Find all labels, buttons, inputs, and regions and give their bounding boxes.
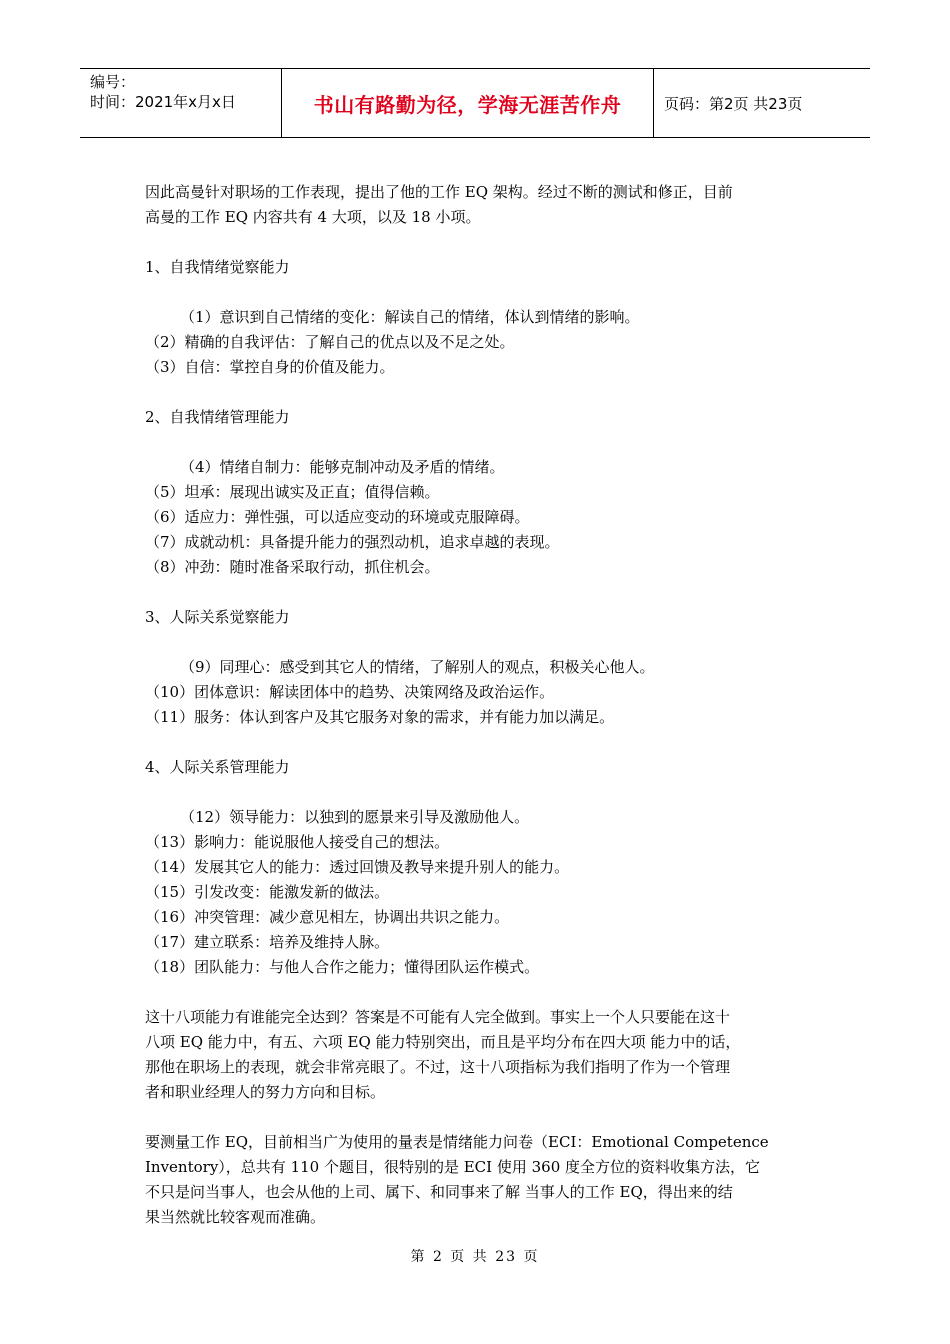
list-item: （18）团队能力：与他人合作之能力；懂得团队运作模式。 (145, 958, 540, 976)
list-item: （6）适应力：弹性强，可以适应变动的环境或克服障碍。 (145, 508, 530, 526)
header-page-info: 页码：第2页 共23页 (664, 94, 803, 113)
list-item: （1）意识到自己情绪的变化：解读自己的情绪，体认到情绪的影响。 (180, 308, 640, 326)
paragraph-line: 不只是问当事人，也会从他的上司、属下、和同事来了解 当事人的工作 EQ，得出来的结 (145, 1183, 733, 1201)
list-item: （3）自信：掌控自身的价值及能力。 (145, 358, 395, 376)
list-item: （16）冲突管理：减少意见相左，协调出共识之能力。 (145, 908, 510, 926)
list-item: （13）影响力：能说服他人接受自己的想法。 (145, 833, 450, 851)
paragraph-line: 果当然就比较客观而准确。 (145, 1208, 326, 1226)
section-title: 4、人际关系管理能力 (145, 758, 290, 776)
list-item: （10）团体意识：解读团体中的趋势、决策网络及政治运作。 (145, 683, 555, 701)
list-item: （7）成就动机：具备提升能力的强烈动机，追求卓越的表现。 (145, 533, 560, 551)
intro-line: 因此高曼针对职场的工作表现，提出了他的工作 EQ 架构。经过不断的测试和修正，目前 (145, 183, 733, 201)
paragraph-line: 者和职业经理人的努力方向和目标。 (145, 1083, 386, 1101)
paragraph-line: 这十八项能力有谁能完全达到？答案是不可能有人完全做到。事实上一个人只要能在这十 (145, 1008, 731, 1026)
list-item: （17）建立联系：培养及维持人脉。 (145, 933, 390, 951)
header-meta (80, 69, 282, 137)
list-item: （2）精确的自我评估：了解自己的优点以及不足之处。 (145, 333, 515, 351)
page-header (80, 68, 870, 138)
document-body (145, 180, 810, 1230)
list-item: （12）领导能力：以独到的愿景来引导及激励他人。 (180, 808, 530, 826)
list-item: （8）冲劲：随时准备采取行动，抓住机会。 (145, 558, 440, 576)
list-item: （15）引发改变：能激发新的做法。 (145, 883, 390, 901)
paragraph-line: Inventory），总共有 110 个题目，很特别的是 ECI 使用 360 度全方位的资料收集方法，它 (145, 1158, 761, 1176)
list-item: （4）情绪自制力：能够克制冲动及矛盾的情绪。 (180, 458, 505, 476)
section-title: 3、人际关系觉察能力 (145, 608, 290, 626)
page-footer: 第 2 页 共 23 页 (410, 1249, 540, 1265)
list-item: （11）服务：体认到客户及其它服务对象的需求，并有能力加以满足。 (145, 708, 615, 726)
list-item: （5）坦承：展现出诚实及正直；值得信赖。 (145, 483, 440, 501)
list-item: （9）同理心：感受到其它人的情绪，了解别人的观点，积极关心他人。 (180, 658, 655, 676)
document-date: 时间：2021年x月x日 (90, 93, 236, 111)
paragraph-line: 八项 EQ 能力中，有五、六项 EQ 能力特别突出，而且是平均分布在四大项 能力中的话， (145, 1033, 741, 1051)
header-motto: 书山有路勤为径，学海无涯苦作舟 (313, 92, 622, 117)
list-item: （14）发展其它人的能力：透过回馈及教导来提升别人的能力。 (145, 858, 570, 876)
section-title: 1、自我情绪觉察能力 (145, 258, 290, 276)
section-title: 2、自我情绪管理能力 (145, 408, 290, 426)
paragraph-line: 那他在职场上的表现，就会非常亮眼了。不过，这十八项指标为我们指明了作为一个管理 (145, 1058, 731, 1076)
intro-line: 高曼的工作 EQ 内容共有 4 大项，以及 18 小项。 (145, 208, 481, 226)
paragraph-line: 要测量工作 EQ，目前相当广为使用的量表是情绪能力问卷（ECI：Emotional Competence (145, 1133, 769, 1151)
document-number-label: 编号： (90, 73, 136, 91)
header-motto-cell (282, 69, 654, 137)
